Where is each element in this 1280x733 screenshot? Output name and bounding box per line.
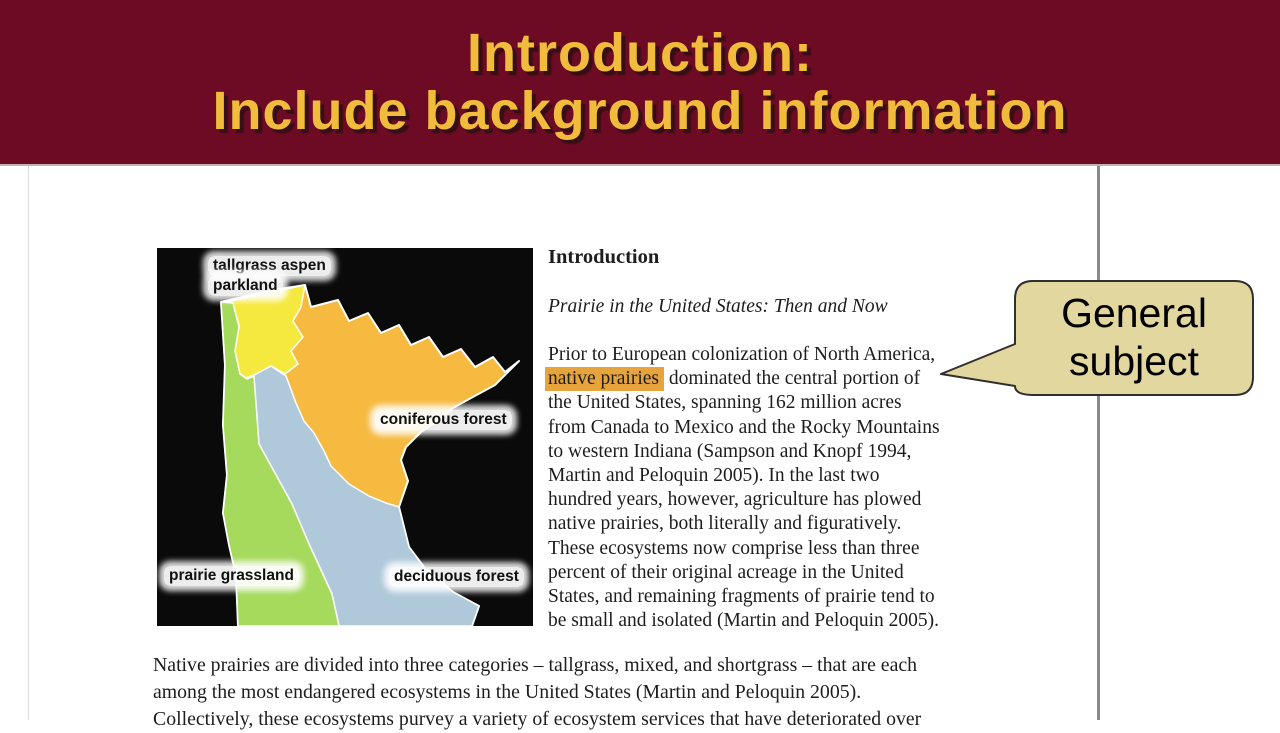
map-label-tallgrass-aspen-parkland <box>208 256 331 296</box>
map-label-deciduous-text: deciduous forest <box>389 567 524 587</box>
document-heading: Introduction <box>548 246 660 268</box>
slide-title-banner <box>0 0 1280 166</box>
callout-text-line-2: subject <box>1069 338 1199 384</box>
map-label-tallgrass-line2: parkland <box>208 276 283 296</box>
highlighted-phrase: native prairies <box>545 367 664 391</box>
callout-bubble-graphic <box>930 278 1264 402</box>
document-paragraph-1 <box>548 343 940 633</box>
page-right-border <box>1097 166 1100 720</box>
text-line: be small and isolated (Martin and Peloquin 2005). <box>548 610 940 632</box>
slide-title-line-1: Introduction: <box>467 23 813 83</box>
text-line: States, and remaining fragments of prairie tend to <box>548 586 935 608</box>
document-paragraph-2 <box>153 652 1053 733</box>
map-label-deciduous-forest <box>389 567 524 587</box>
document-text-column <box>548 246 988 632</box>
text-line: the United States, spanning 162 million acres <box>548 392 902 414</box>
text-line: These ecosystems now comprise less than three <box>548 537 920 559</box>
text-line: Native prairies are divided into three categories – tallgrass, mixed, and shortgrass – that are each <box>153 654 918 676</box>
callout-general-subject <box>930 278 1264 407</box>
map-label-prairie-text: prairie grassland <box>164 566 299 586</box>
document-subtitle: Prairie in the United States: Then and Now <box>548 296 888 317</box>
text-line: Collectively, these ecosystems purvey a variety of ecosystem services that have deteriorated over <box>153 708 922 730</box>
text-line: Martin and Peloquin 2005). In the last two <box>548 465 880 487</box>
text-line: among the most endangered ecosystems in the United States (Martin and Peloquin 2005). <box>153 681 862 703</box>
map-label-coniferous-text: coniferous forest <box>375 410 512 430</box>
text-line-with-highlight <box>548 367 940 391</box>
slide-title-line-2: Include background information <box>212 81 1068 141</box>
paragraph-1-remaining-lines <box>548 391 940 633</box>
map-label-coniferous-forest <box>375 410 512 430</box>
page-left-border <box>28 166 29 720</box>
text-line: native prairies, both literally and figuratively. <box>548 513 902 535</box>
text-line: from Canada to Mexico and the Rocky Mountains <box>548 416 940 438</box>
text-line: hundred years, however, agriculture has plowed <box>548 489 922 511</box>
text-line: to western Indiana (Sampson and Knopf 1994, <box>548 440 912 462</box>
map-label-tallgrass-line1: tallgrass aspen <box>208 256 331 276</box>
minnesota-biome-map <box>153 245 537 629</box>
callout-text-line-1: General <box>1061 290 1207 336</box>
text-line: percent of their original acreage in the United <box>548 561 904 583</box>
map-label-prairie-grassland <box>164 566 299 586</box>
text-line-rest: dominated the central portion of <box>664 368 921 390</box>
text-line: Prior to European colonization of North America, <box>548 344 936 365</box>
